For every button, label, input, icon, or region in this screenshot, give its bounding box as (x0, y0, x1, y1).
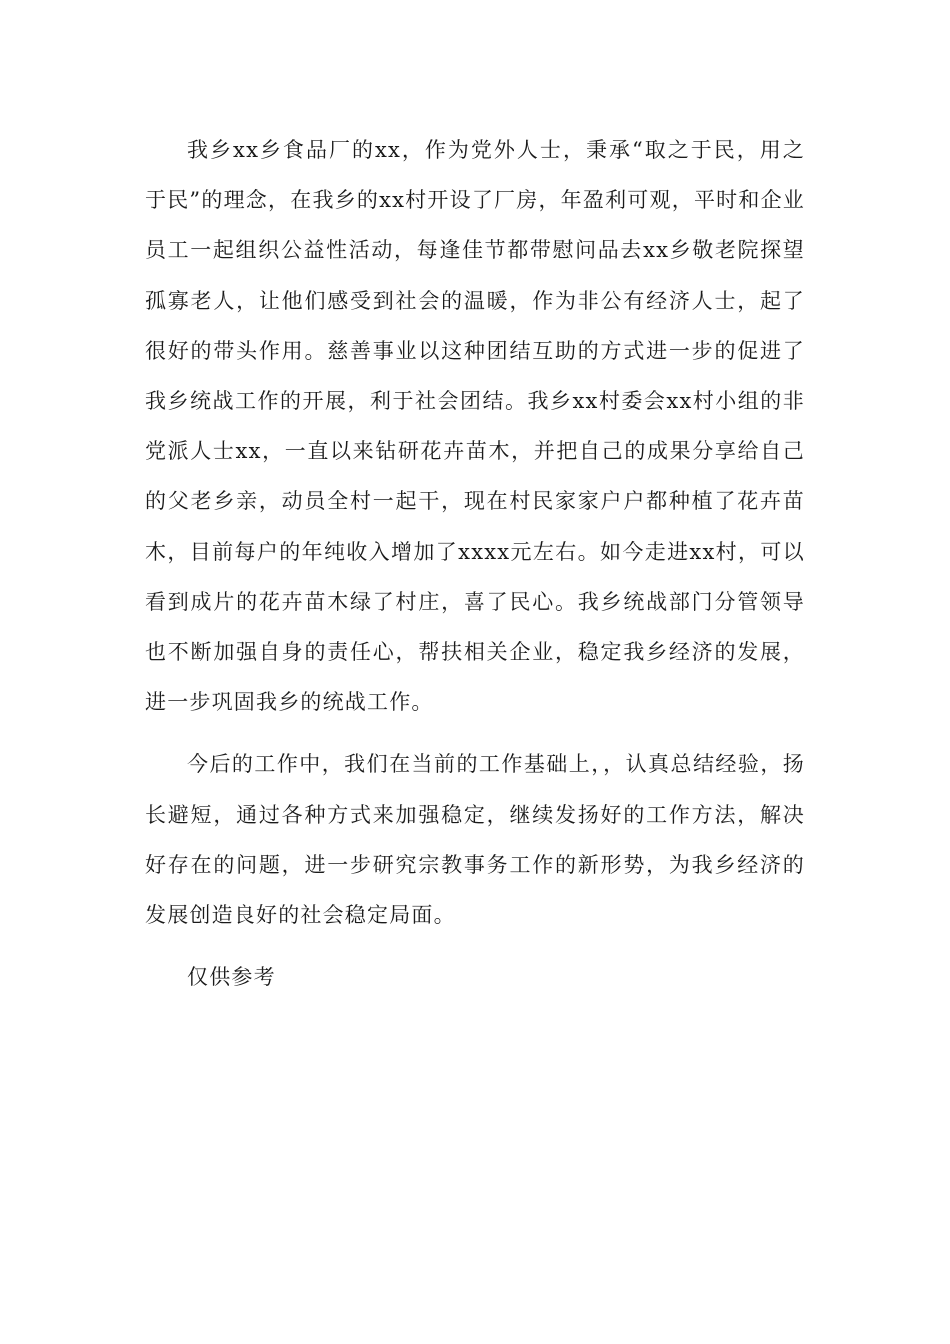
document-body (145, 125, 805, 1002)
paragraph-future-work: 今后的工作中，我们在当前的工作基础上，，认真总结经验，扬长避短，通过各种方式来加强稳定，继续发扬好的工作方法，解决好存在的问题，进一步研究宗教事务工作的新形势，为我乡经济的发展创造良好的社会稳定局面。 (145, 752, 805, 928)
paragraph-united-front-work: 我乡xx乡食品厂的xx，作为党外人士，秉承“取之于民，用之于民”的理念，在我乡的xx村开设了厂房，年盈利可观，平时和企业员工一起组织公益性活动，每逢佳节都带慰问品去xx乡敬老院探望孤寡老人，让他们感受到社会的温暖，作为非公有经济人士，起了很好的带头作用。慈善事业以这种团结互助的方式进一步的促进了我乡统战工作的开展，利于社会团结。我乡xx村委会xx村小组的非党派人士xx，一直以来钻研花卉苗木，并把自己的成果分享给自己的父老乡亲，动员全村一起干，现在村民家家户户都种植了花卉苗木，目前每户的年纯收入增加了xxxx元左右。如今走进xx村，可以看到成片的花卉苗木绿了村庄，喜了民心。我乡统战部门分管领导也不断加强自身的责任心，帮扶相关企业，稳定我乡经济的发展，进一步巩固我乡的统战工作。 (145, 138, 805, 715)
paragraph-reference-note: 仅供参考 (187, 965, 276, 990)
